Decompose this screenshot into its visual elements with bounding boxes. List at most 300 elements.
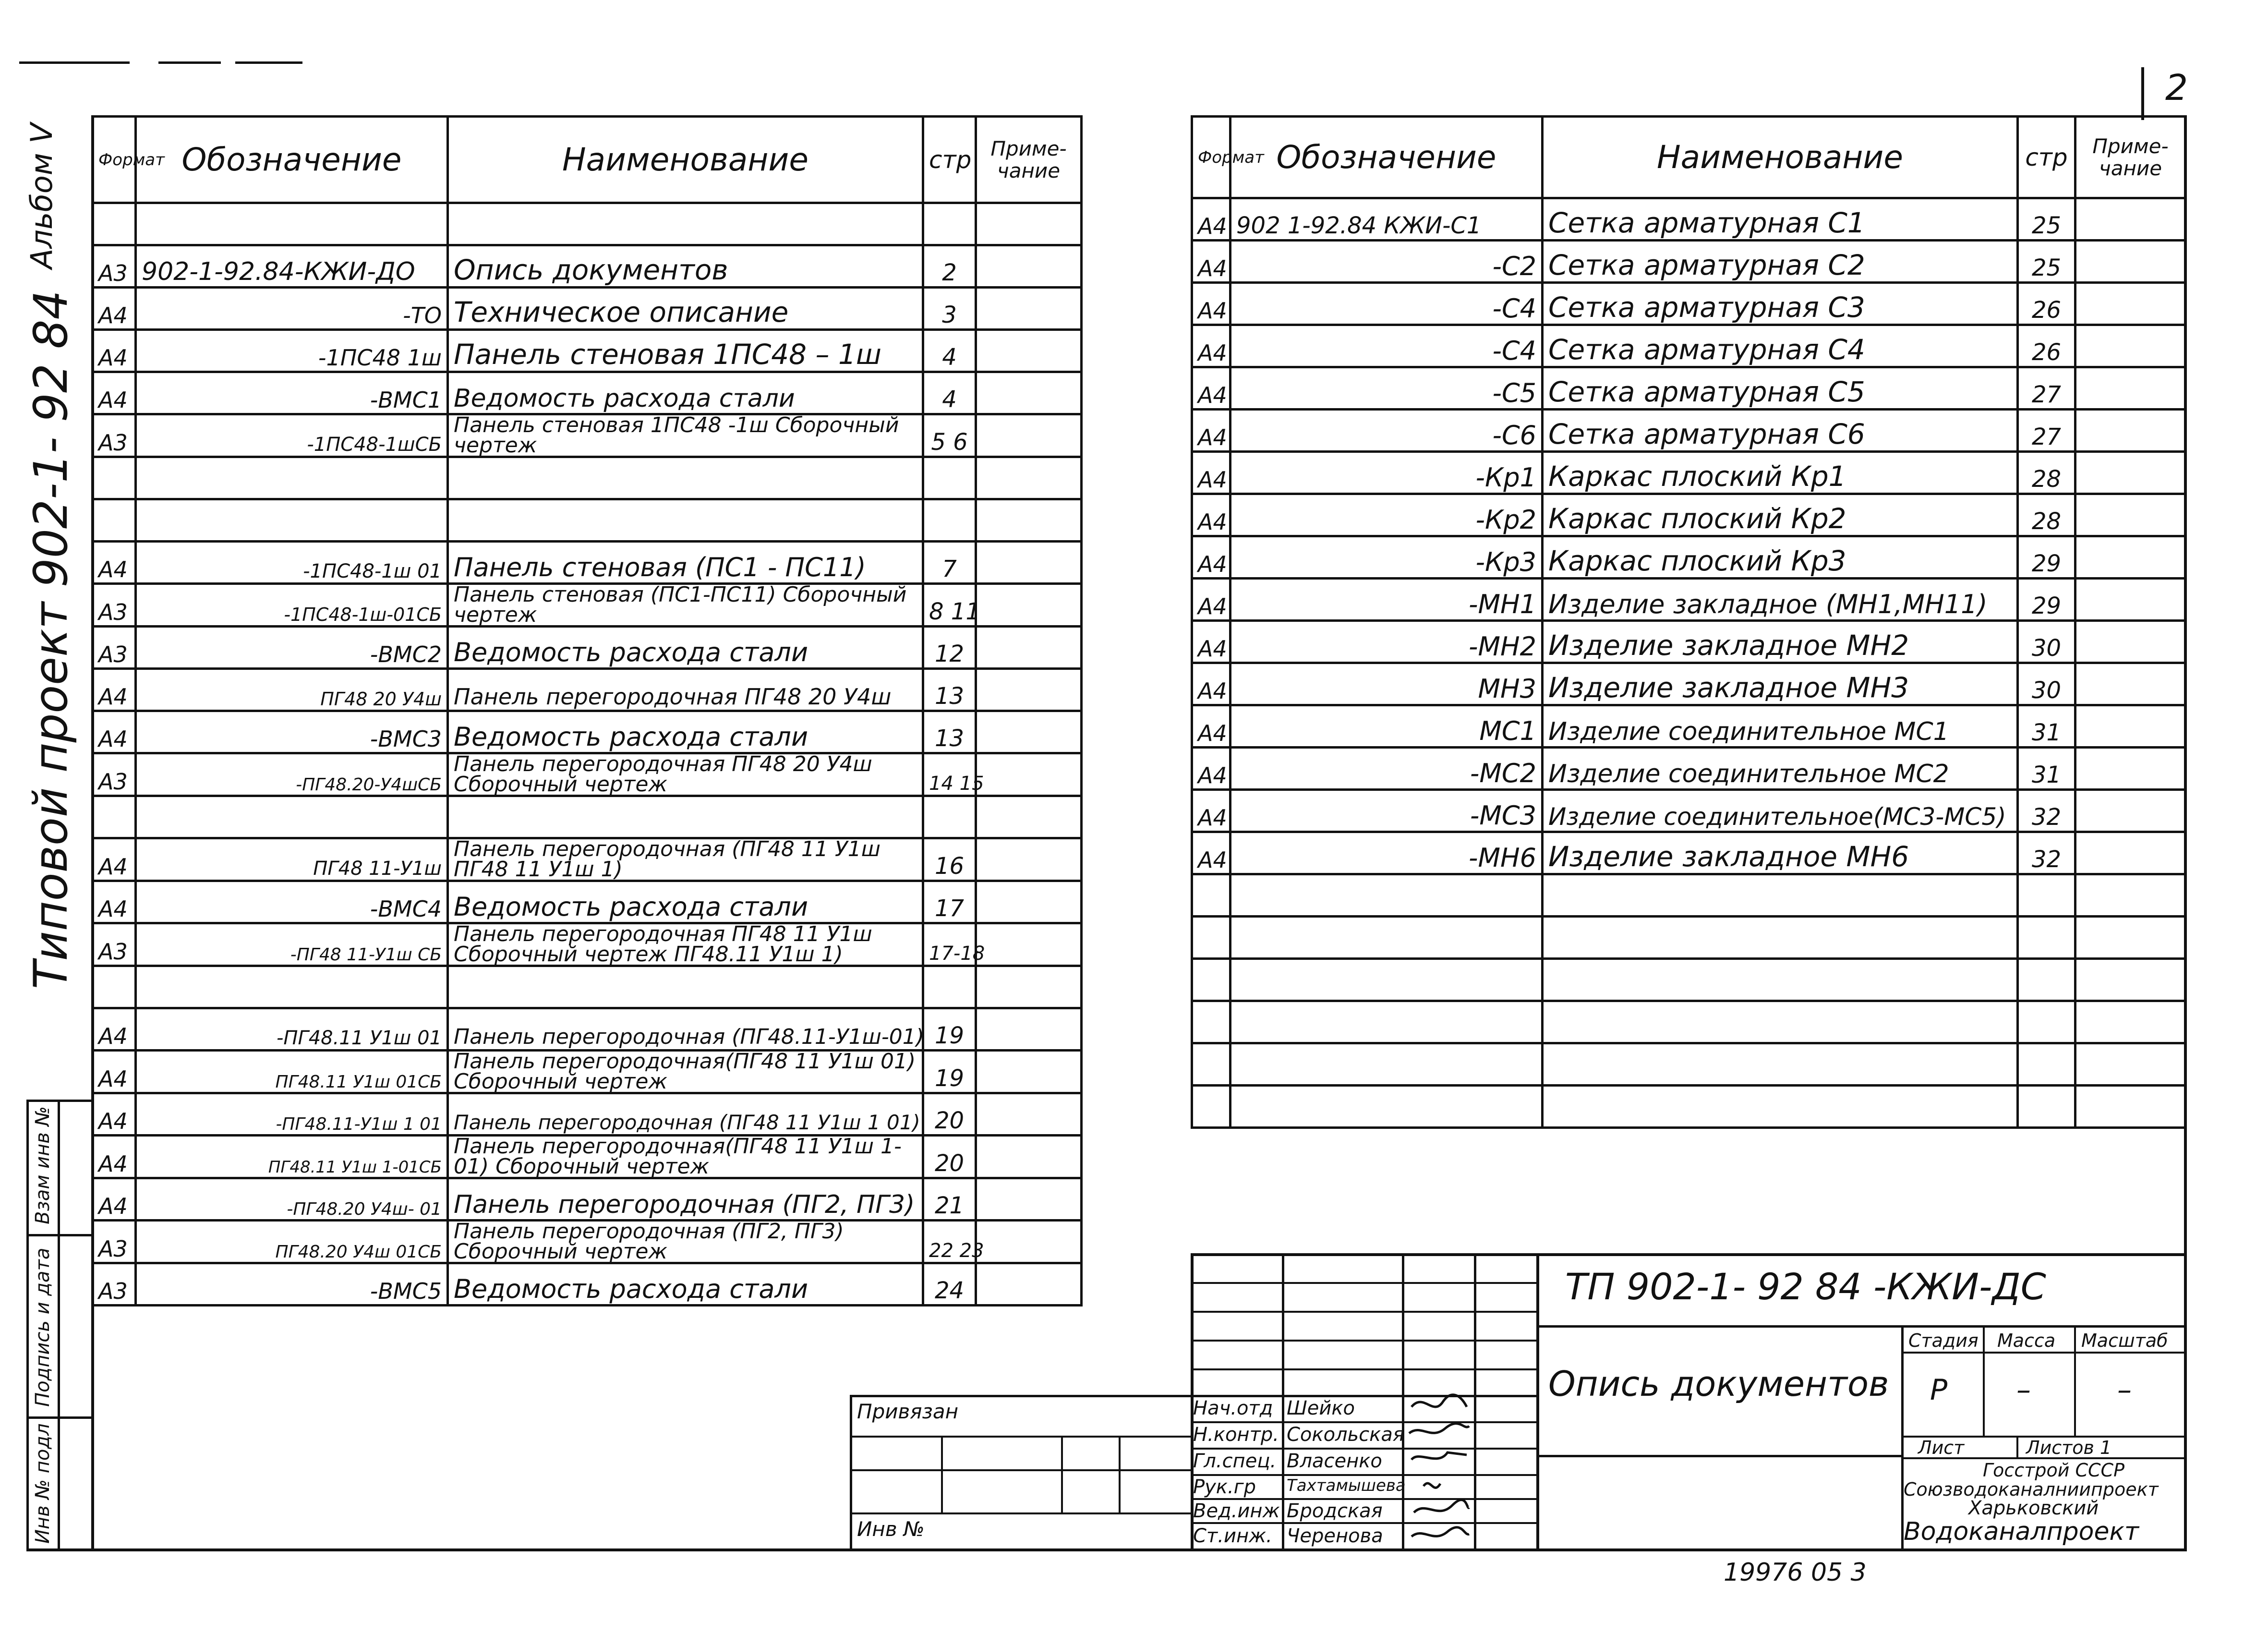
row-format: А4: [93, 881, 136, 923]
scale-value: –: [2117, 1373, 2132, 1407]
row-page: 32: [2018, 832, 2075, 874]
row-format: А4: [93, 669, 136, 711]
row-name: Ведомость расхода стали: [448, 711, 923, 753]
row-note: [976, 245, 1082, 288]
tb-hline-code: [1536, 1325, 2187, 1328]
table-row: [93, 627, 1082, 669]
table-row: [93, 414, 1082, 457]
row-name: [1543, 1043, 2018, 1086]
row-page: 26: [2018, 325, 2075, 367]
row-name: [448, 457, 923, 499]
row-name: [448, 796, 923, 838]
row-format: А4: [1192, 494, 1231, 536]
signer-name-5: Черенова: [1287, 1525, 1383, 1547]
row-designation: -Кр3: [1231, 536, 1543, 579]
row-designation: -ВМС4: [136, 881, 448, 923]
row-format: А4: [1192, 367, 1231, 410]
signature-1: [1409, 1424, 1469, 1433]
album-label: Альбом V: [24, 123, 59, 269]
left-header-row: [93, 117, 1082, 203]
row-name: Опись документов: [448, 245, 923, 288]
row-page: 28: [2018, 494, 2075, 536]
row-name: [1543, 917, 2018, 959]
table-row: [93, 966, 1082, 1008]
table-row: [1192, 452, 2186, 494]
row-note: [976, 796, 1082, 838]
row-designation: -С4: [1231, 325, 1543, 367]
doc-code: ТП 902-1- 92 84 -КЖИ-ДС: [1565, 1265, 2046, 1308]
row-designation: ПГ48 20 У4ш: [136, 669, 448, 711]
row-note: [2075, 579, 2186, 621]
row-page: 4: [923, 330, 976, 372]
row-page: [2018, 917, 2075, 959]
tb-hline-7: [1191, 1448, 1536, 1450]
row-page: 16: [923, 838, 976, 881]
row-page: 14 15: [923, 753, 976, 796]
bound-label: Привязан: [857, 1400, 959, 1423]
table-row: [1192, 748, 2186, 790]
row-format: А4: [1192, 536, 1231, 579]
row-format: А4: [93, 1051, 136, 1093]
row-name: [448, 499, 923, 542]
bound-hline-1: [850, 1436, 1191, 1438]
row-page: 25: [2018, 198, 2075, 241]
row-note: [2075, 410, 2186, 452]
row-name: Ведомость расхода стали: [448, 372, 923, 414]
row-format: [93, 203, 136, 245]
row-note: [976, 1008, 1082, 1051]
table-row: [1192, 198, 2186, 241]
row-designation: -МС2: [1231, 748, 1543, 790]
row-designation: МН3: [1231, 663, 1543, 705]
right-header-page: стр: [2018, 117, 2075, 198]
row-name: Панель перегородочная (ПГ48 11 У1ш 1 01): [448, 1093, 923, 1136]
row-format: А4: [1192, 579, 1231, 621]
row-note: [976, 499, 1082, 542]
row-page: 19: [923, 1008, 976, 1051]
table-row: [1192, 367, 2186, 410]
row-format: А4: [1192, 790, 1231, 832]
row-note: [976, 330, 1082, 372]
row-format: А4: [1192, 452, 1231, 494]
tb-hline-1: [1191, 1282, 1536, 1284]
row-designation: [136, 203, 448, 245]
row-name: Панель стеновая 1ПС48 -1ш Сборочный чертеж: [448, 414, 923, 457]
table-row: [93, 1263, 1082, 1306]
row-page: [923, 966, 976, 1008]
row-format: А4: [93, 372, 136, 414]
row-format: А4: [93, 711, 136, 753]
row-page: 26: [2018, 283, 2075, 325]
bound-vline-2: [1061, 1436, 1063, 1512]
signer-name-0: Шейко: [1287, 1397, 1355, 1419]
row-format: А4: [1192, 410, 1231, 452]
row-note: [976, 1178, 1082, 1221]
row-note: [976, 923, 1082, 966]
row-designation: -1ПС48-1ш-01СБ: [136, 584, 448, 627]
row-designation: ПГ48.11 У1ш 01СБ: [136, 1051, 448, 1093]
left-header-designation: Обозначение: [136, 117, 448, 203]
left-register-table: [91, 115, 1083, 1306]
right-header-note: Приме-чание: [2075, 117, 2186, 198]
row-name: Панель перегородочная ПГ48 20 У4ш: [448, 669, 923, 711]
side-stamp-divider-2: [26, 1416, 94, 1419]
row-note: [976, 584, 1082, 627]
row-format: А3: [93, 584, 136, 627]
row-page: [923, 499, 976, 542]
table-row: [1192, 1086, 2186, 1128]
org-line-3: Водоканалпроект: [1904, 1517, 2139, 1546]
row-page: 4: [923, 372, 976, 414]
signer-role-3: Рук.гр: [1193, 1476, 1256, 1498]
row-name: Панель перегородочная (ПГ48.11-У1ш-01): [448, 1008, 923, 1051]
row-designation: -ПГ48.20-У4шСБ: [136, 753, 448, 796]
scale-header: Масштаб: [2081, 1330, 2168, 1351]
row-page: 7: [923, 542, 976, 584]
row-page: 21: [923, 1178, 976, 1221]
row-format: А4: [1192, 621, 1231, 663]
table-row: [93, 372, 1082, 414]
side-stamp-inv-orig: Инв № подл: [32, 1423, 54, 1544]
table-row: [1192, 917, 2186, 959]
table-row: [93, 838, 1082, 881]
row-designation: -МН6: [1231, 832, 1543, 874]
row-format: А4: [93, 1008, 136, 1051]
row-page: 27: [2018, 367, 2075, 410]
row-designation: -ПГ48.20 У4ш- 01: [136, 1178, 448, 1221]
table-row: [93, 796, 1082, 838]
row-page: 29: [2018, 536, 2075, 579]
row-format: А3: [93, 245, 136, 288]
row-name: Сетка арматурная С6: [1543, 410, 2018, 452]
row-note: [2075, 748, 2186, 790]
project-label: Типовой проект 902-1- 92 84: [24, 290, 78, 989]
row-name: Панель перегородочная(ПГ48 11 У1ш 01) Сборочный чертеж: [448, 1051, 923, 1093]
bound-hline-2: [850, 1469, 1191, 1471]
row-name: [448, 966, 923, 1008]
stage-header: Стадия: [1908, 1330, 1978, 1351]
row-name: Ведомость расхода стали: [448, 881, 923, 923]
row-designation: МС1: [1231, 705, 1543, 748]
row-designation: [136, 499, 448, 542]
row-format: А4: [93, 1178, 136, 1221]
table-row: [93, 1093, 1082, 1136]
row-name: [1543, 1086, 2018, 1128]
row-name: Сетка арматурная С5: [1543, 367, 2018, 410]
row-page: [2018, 1001, 2075, 1043]
row-note: [2075, 452, 2186, 494]
row-page: 2: [923, 245, 976, 288]
row-note: [2075, 790, 2186, 832]
table-row: [1192, 536, 2186, 579]
signer-name-1: Сокольская: [1287, 1424, 1404, 1446]
signature-0: [1411, 1395, 1467, 1407]
row-note: [2075, 959, 2186, 1001]
row-page: 17: [923, 881, 976, 923]
row-name: Изделие закладное МН2: [1543, 621, 2018, 663]
row-page: 19: [923, 1051, 976, 1093]
row-format: А3: [93, 627, 136, 669]
row-designation: ПГ48.20 У4ш 01СБ: [136, 1221, 448, 1263]
row-designation: [1231, 917, 1543, 959]
signer-role-5: Ст.инж.: [1193, 1525, 1272, 1547]
signer-name-3: Тахтамышева: [1287, 1476, 1406, 1495]
row-designation: -МН1: [1231, 579, 1543, 621]
table-row: [93, 1178, 1082, 1221]
table-row: [1192, 241, 2186, 283]
tb-hline-6: [1191, 1421, 1536, 1423]
row-page: 20: [923, 1136, 976, 1178]
row-note: [976, 627, 1082, 669]
row-note: [976, 414, 1082, 457]
table-row: [93, 584, 1082, 627]
table-row: [1192, 621, 2186, 663]
row-page: 31: [2018, 748, 2075, 790]
row-designation: [136, 796, 448, 838]
row-format: А4: [1192, 748, 1231, 790]
row-format: [1192, 959, 1231, 1001]
row-note: [976, 457, 1082, 499]
bound-hline-3: [850, 1512, 1191, 1514]
row-format: [93, 499, 136, 542]
row-name: Изделие закладное (МН1,МН11): [1543, 579, 2018, 621]
tb-vline-scale: [2074, 1325, 2076, 1436]
row-page: 30: [2018, 621, 2075, 663]
row-note: [976, 542, 1082, 584]
right-register-table: [1191, 115, 2187, 1129]
row-format: А3: [93, 414, 136, 457]
row-page: 29: [2018, 579, 2075, 621]
row-designation: -МН2: [1231, 621, 1543, 663]
row-note: [2075, 1001, 2186, 1043]
row-note: [976, 1051, 1082, 1093]
row-name: [448, 203, 923, 245]
row-format: А4: [1192, 198, 1231, 241]
table-row: [93, 542, 1082, 584]
row-note: [2075, 367, 2186, 410]
row-designation: -1ПС48 1ш: [136, 330, 448, 372]
row-format: А4: [93, 330, 136, 372]
row-format: [1192, 1043, 1231, 1086]
signature-4: [1414, 1500, 1469, 1512]
tb-hline-2: [1191, 1311, 1536, 1313]
row-designation: -ВМС1: [136, 372, 448, 414]
top-rule-right: [235, 61, 302, 64]
row-designation: -1ПС48-1шСБ: [136, 414, 448, 457]
left-header-note: Приме-чание: [976, 117, 1082, 203]
row-name: Панель перегородочная (ПГ48 11 У1ш ПГ48 11 У1ш 1): [448, 838, 923, 881]
row-name: Изделие закладное МН3: [1543, 663, 2018, 705]
signer-name-2: Власенко: [1287, 1450, 1382, 1472]
row-designation: -ПГ48 11-У1ш СБ: [136, 923, 448, 966]
signature-3: [1424, 1483, 1440, 1488]
sheet-label: Лист: [1918, 1437, 1965, 1458]
bound-vline-1: [941, 1436, 943, 1512]
table-row: [1192, 874, 2186, 917]
row-name: [1543, 1001, 2018, 1043]
row-page: 28: [2018, 452, 2075, 494]
row-format: А3: [93, 923, 136, 966]
row-page: [2018, 1086, 2075, 1128]
table-row: [93, 245, 1082, 288]
row-name: Панель перегородочная ПГ48 20 У4ш Сборочный чертеж: [448, 753, 923, 796]
row-format: [93, 796, 136, 838]
row-note: [976, 669, 1082, 711]
row-page: [2018, 874, 2075, 917]
row-page: [2018, 959, 2075, 1001]
right-header-designation: Обозначение: [1231, 117, 1543, 198]
table-row: [93, 1008, 1082, 1051]
row-designation: ПГ48.11 У1ш 1-01СБ: [136, 1136, 448, 1178]
row-designation: -С4: [1231, 283, 1543, 325]
tb-hline-3: [1191, 1340, 1536, 1342]
row-note: [976, 838, 1082, 881]
inv-label: Инв №: [857, 1517, 925, 1541]
row-designation: [1231, 1086, 1543, 1128]
row-name: Сетка арматурная С3: [1543, 283, 2018, 325]
table-row: [93, 457, 1082, 499]
row-note: [976, 203, 1082, 245]
row-designation: -ТО: [136, 288, 448, 330]
table-row: [93, 711, 1082, 753]
left-header-name: Наименование: [448, 117, 923, 203]
row-page: 20: [923, 1093, 976, 1136]
mass-value: –: [2016, 1373, 2031, 1407]
row-name: Ведомость расхода стали: [448, 627, 923, 669]
signer-name-4: Бродская: [1287, 1500, 1383, 1522]
org-line-0: Госстрой СССР: [1983, 1460, 2125, 1481]
stage-value: Р: [1930, 1373, 1948, 1407]
table-row: [1192, 1001, 2186, 1043]
row-designation: [136, 966, 448, 1008]
row-page: [2018, 1043, 2075, 1086]
table-row: [93, 669, 1082, 711]
bound-vline-3: [1119, 1436, 1121, 1512]
row-name: Панель перегородочная ПГ48 11 У1ш Сборочный чертеж ПГ48.11 У1ш 1): [448, 923, 923, 966]
row-name: Панель перегородочная (ПГ2, ПГ3): [448, 1178, 923, 1221]
tb-hline-4: [1191, 1368, 1536, 1370]
table-row: [93, 923, 1082, 966]
row-name: Изделие соединительное(МС3-МС5): [1543, 790, 2018, 832]
table-row: [1192, 790, 2186, 832]
row-note: [2075, 917, 2186, 959]
row-designation: -С6: [1231, 410, 1543, 452]
table-row: [93, 499, 1082, 542]
row-note: [976, 288, 1082, 330]
table-row: [1192, 579, 2186, 621]
signer-role-1: Н.контр.: [1193, 1424, 1279, 1446]
row-name: Сетка арматурная С2: [1543, 241, 2018, 283]
tb-vline-1: [1282, 1253, 1284, 1551]
row-page: [923, 203, 976, 245]
row-name: Каркас плоский Кр1: [1543, 452, 2018, 494]
top-rule-mid: [158, 61, 221, 64]
row-note: [2075, 1043, 2186, 1086]
row-format: А3: [93, 1221, 136, 1263]
tb-hline-10: [1191, 1522, 1536, 1524]
row-page: 32: [2018, 790, 2075, 832]
table-row: [1192, 705, 2186, 748]
row-designation: ПГ48 11-У1ш: [136, 838, 448, 881]
signer-role-0: Нач.отд: [1193, 1397, 1273, 1419]
row-designation: -МС3: [1231, 790, 1543, 832]
org-line-2: Харьковский: [1968, 1497, 2099, 1519]
mass-header: Масса: [1997, 1330, 2056, 1351]
org-line-1: Союзводоканалниипроект: [1904, 1479, 2159, 1500]
right-header-format: Формат: [1192, 117, 1231, 198]
row-designation: -1ПС48-1ш 01: [136, 542, 448, 584]
row-name: Каркас плоский Кр2: [1543, 494, 2018, 536]
row-name: Панель перегородочная(ПГ48 11 У1ш 1-01) Сборочный чертеж: [448, 1136, 923, 1178]
row-note: [2075, 663, 2186, 705]
right-header-name: Наименование: [1543, 117, 2018, 198]
row-note: [2075, 705, 2186, 748]
row-name: Изделие закладное МН6: [1543, 832, 2018, 874]
table-row: [93, 288, 1082, 330]
row-page: 17-18: [923, 923, 976, 966]
tb-hline-title: [1536, 1455, 1901, 1457]
row-format: А3: [93, 1263, 136, 1306]
row-designation: -ВМС3: [136, 711, 448, 753]
row-note: [2075, 241, 2186, 283]
signature-scribbles: [1404, 1373, 1474, 1551]
row-note: [2075, 832, 2186, 874]
row-note: [2075, 325, 2186, 367]
table-row: [93, 881, 1082, 923]
left-header-format: Формат: [93, 117, 136, 203]
row-note: [976, 1263, 1082, 1306]
table-row: [1192, 283, 2186, 325]
row-note: [976, 966, 1082, 1008]
row-format: А4: [1192, 283, 1231, 325]
row-name: Каркас плоский Кр3: [1543, 536, 2018, 579]
row-note: [976, 1093, 1082, 1136]
row-format: [1192, 874, 1231, 917]
row-designation: -ПГ48.11-У1ш 1 01: [136, 1093, 448, 1136]
row-name: Панель стеновая (ПС1-ПС11) Сборочный чертеж: [448, 584, 923, 627]
row-designation: [136, 457, 448, 499]
row-format: [1192, 1001, 1231, 1043]
table-row: [1192, 410, 2186, 452]
table-row: [93, 330, 1082, 372]
row-page: 12: [923, 627, 976, 669]
tb-hline-stage-hdr: [1901, 1352, 2187, 1354]
row-page: 13: [923, 669, 976, 711]
signature-2: [1411, 1452, 1467, 1460]
row-format: [1192, 917, 1231, 959]
row-name: [1543, 959, 2018, 1001]
row-designation: -ПГ48.11 У1ш 01: [136, 1008, 448, 1051]
side-stamp-sign-date: Подпись и дата: [32, 1247, 54, 1407]
tb-vline-mass: [1983, 1325, 1985, 1436]
row-format: [1192, 1086, 1231, 1128]
row-page: [923, 457, 976, 499]
row-page: 3: [923, 288, 976, 330]
row-page: 31: [2018, 705, 2075, 748]
signer-role-4: Вед.инж: [1193, 1500, 1280, 1522]
row-name: Сетка арматурная С1: [1543, 198, 2018, 241]
row-designation: -Кр1: [1231, 452, 1543, 494]
table-row: [1192, 959, 2186, 1001]
side-stamp-divider-v: [58, 1100, 60, 1551]
table-row: [93, 1051, 1082, 1093]
row-designation: -Кр2: [1231, 494, 1543, 536]
row-note: [2075, 621, 2186, 663]
top-rule-left: [19, 61, 130, 64]
row-page: 8 11: [923, 584, 976, 627]
page-number-divider: [2141, 67, 2144, 120]
row-name: Сетка арматурная С4: [1543, 325, 2018, 367]
